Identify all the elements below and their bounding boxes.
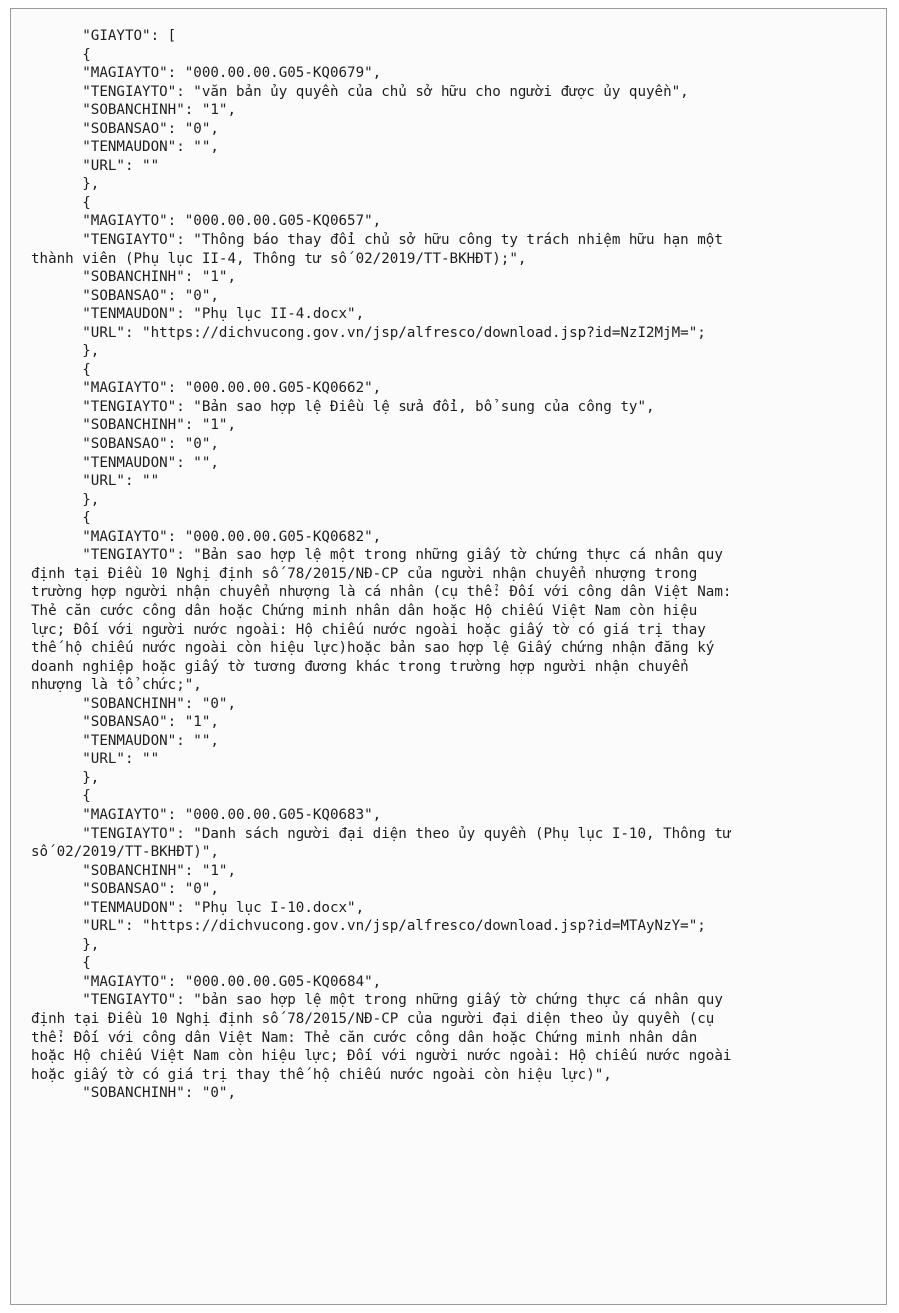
code-line: "TENGIAYTO": "Bản sao hợp lệ Điều lệ sửa đổi, bổ sung của công ty", <box>31 398 655 415</box>
code-line: hoặc Hộ chiếu Việt Nam còn hiệu lực; Đối với người nước ngoài: Hộ chiếu nước ngoài <box>31 1048 732 1065</box>
json-code-block <box>31 27 881 1103</box>
code-line: lực; Đối với người nước ngoài: Hộ chiếu nước ngoài hoặc giấy tờ có giá trị thay <box>31 621 706 638</box>
code-line: { <box>31 46 91 63</box>
code-line: "SOBANSAO": "0", <box>31 287 219 304</box>
code-line: "SOBANSAO": "0", <box>31 436 219 453</box>
code-line: "TENMAUDON": "", <box>31 139 219 156</box>
code-line: "MAGIAYTO": "000.00.00.G05-KQ0657", <box>31 213 382 230</box>
code-line: hoặc giấy tờ có giá trị thay thế hộ chiếu nước ngoài còn hiệu lực)", <box>31 1066 612 1083</box>
code-line: "URL": "https://dichvucong.gov.vn/jsp/alfresco/download.jsp?id=MTAyNzY="; <box>31 918 706 935</box>
code-line: { <box>31 955 91 972</box>
code-line: "MAGIAYTO": "000.00.00.G05-KQ0683", <box>31 806 382 823</box>
code-line: số 02/2019/TT-BKHĐT)", <box>31 844 219 861</box>
code-line: }, <box>31 343 100 360</box>
code-line: "TENGIAYTO": "văn bản ủy quyền của chủ sở hữu cho người được ủy quyền", <box>31 83 689 100</box>
code-line: "GIAYTO": [ <box>31 28 177 44</box>
code-line: }, <box>31 936 100 953</box>
code-line: "SOBANCHINH": "0", <box>31 1085 236 1102</box>
code-line: "SOBANCHINH": "1", <box>31 862 236 879</box>
code-line: }, <box>31 769 100 786</box>
code-line: nhượng là tổ chức;", <box>31 677 202 694</box>
code-line: "SOBANSAO": "1", <box>31 714 219 731</box>
code-line: "SOBANCHINH": "1", <box>31 269 236 286</box>
code-line: "MAGIAYTO": "000.00.00.G05-KQ0679", <box>31 65 382 82</box>
code-line: Thẻ căn cước công dân hoặc Chứng minh nhân dân hoặc Hộ chiếu Việt Nam còn hiệu <box>31 602 698 619</box>
code-line: { <box>31 510 91 527</box>
code-line: "TENGIAYTO": "Bản sao hợp lệ một trong những giấy tờ chứng thực cá nhân quy <box>31 547 723 564</box>
code-line: "SOBANCHINH": "1", <box>31 417 236 434</box>
code-line: định tại Điều 10 Nghị định số 78/2015/NĐ-CP của người nhận chuyển nhượng trong <box>31 565 698 582</box>
code-line: "SOBANCHINH": "0", <box>31 695 236 712</box>
code-line: trường hợp người nhận chuyển nhượng là cá nhân (cụ thể: Đối với công dân Việt Nam: <box>31 584 732 601</box>
code-line: { <box>31 361 91 378</box>
code-line: "SOBANSAO": "0", <box>31 881 219 898</box>
code-line: { <box>31 788 91 805</box>
code-line: }, <box>31 491 100 508</box>
code-line: thế hộ chiếu nước ngoài còn hiệu lực)hoặc bản sao hợp lệ Giấy chứng nhận đăng ký <box>31 640 715 657</box>
code-line: "TENMAUDON": "", <box>31 454 219 471</box>
document-frame <box>10 8 887 1305</box>
code-line: "TENMAUDON": "", <box>31 732 219 749</box>
code-line: { <box>31 194 91 211</box>
code-line: doanh nghiệp hoặc giấy tờ tương đương khác trong trường hợp người nhận chuyển <box>31 658 689 675</box>
code-line: "URL": "" <box>31 473 160 490</box>
code-line: thể: Đối với công dân Việt Nam: Thẻ căn cước công dân hoặc Chứng minh nhân dân <box>31 1029 698 1046</box>
code-line: "TENGIAYTO": "bản sao hợp lệ một trong những giấy tờ chứng thực cá nhân quy <box>31 992 723 1009</box>
code-line: "URL": "https://dichvucong.gov.vn/jsp/alfresco/download.jsp?id=NzI2MjM="; <box>31 324 706 341</box>
code-line: "URL": "" <box>31 751 160 768</box>
code-line: "SOBANCHINH": "1", <box>31 102 236 119</box>
code-line: định tại Điều 10 Nghị định số 78/2015/NĐ-CP của người đại diện theo ủy quyền (cụ <box>31 1010 715 1027</box>
code-line: thành viên (Phụ lục II-4, Thông tư số 02/2019/TT-BKHĐT);", <box>31 250 527 267</box>
code-line: "TENMAUDON": "Phụ lục II-4.docx", <box>31 306 365 323</box>
code-line: "TENGIAYTO": "Thông báo thay đổi chủ sở hữu công ty trách nhiệm hữu hạn một <box>31 232 723 249</box>
code-line: "MAGIAYTO": "000.00.00.G05-KQ0682", <box>31 528 382 545</box>
code-line: "TENMAUDON": "Phụ lục I-10.docx", <box>31 899 365 916</box>
code-line: "MAGIAYTO": "000.00.00.G05-KQ0684", <box>31 973 382 990</box>
code-line: }, <box>31 176 100 193</box>
code-line: "SOBANSAO": "0", <box>31 120 219 137</box>
code-line: "MAGIAYTO": "000.00.00.G05-KQ0662", <box>31 380 382 397</box>
code-line: "URL": "" <box>31 157 160 174</box>
code-line: "TENGIAYTO": "Danh sách người đại diện theo ủy quyền (Phụ lục I-10, Thông tư <box>31 825 732 842</box>
